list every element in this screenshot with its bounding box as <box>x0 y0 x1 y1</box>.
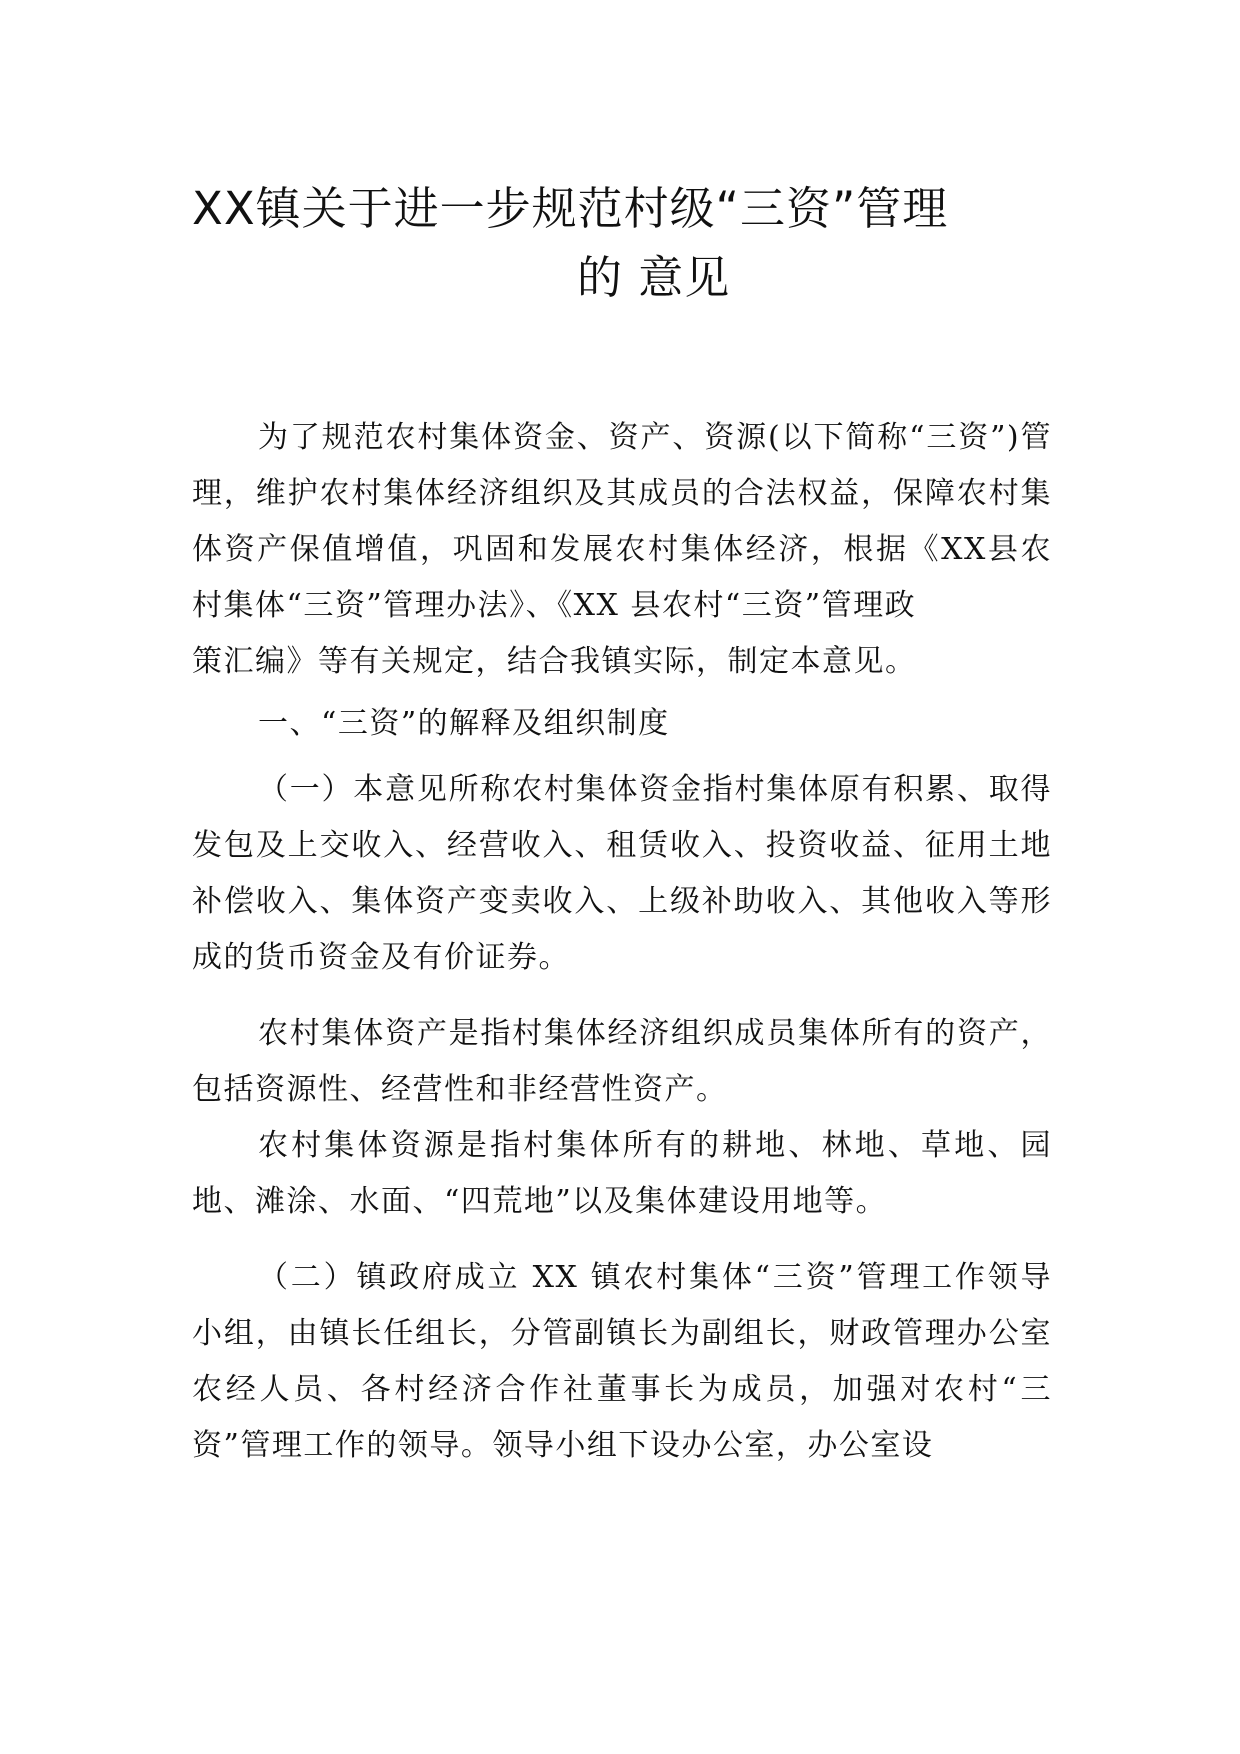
document-title-line1: XX镇关于进一步规范村级“三资”管理 <box>192 182 949 235</box>
assets-definition-paragraph: 农村集体资产是指村集体经济组织成员集体所有的资产，包括资源性、经营性和非经营性资产。 <box>192 1016 1052 1107</box>
intro-paragraph: 为了规范农村集体资金、资产、资源(以下简称“三资”)管理，维护农村集体经济组织及其成员的合法权益，保障农村集体资产保值增值，巩固和发展农村集体经济，根据《XX县农村集体“三资”管理办法》、《XX 县农村“三资”管理政 策汇编》等有关规定，结合我镇实际，制定本意见。 <box>192 420 1052 679</box>
resources-definition-paragraph: 农村集体资源是指村集体所有的耕地、林地、草地、园地、滩涂、水面、“四荒地”以及集体建设用地等。 <box>192 1128 1052 1219</box>
section1-heading: 一、“三资”的解释及组织制度 <box>258 706 670 741</box>
document-body <box>192 410 1052 1474</box>
item2-paragraph: （二）镇政府成立 XX 镇农村集体“三资”管理工作领导小组，由镇长任组长，分管副镇长为副组长，财政管理办公室农经人员、各村经济合作社董事长为成员，加强对农村“三资”管理工作的领导。领导小组下设办公室，办公室设 <box>192 1260 1052 1463</box>
item1-paragraph: （一）本意见所称农村集体资金指村集体原有积累、取得发包及上交收入、经营收入、租赁收入、投资收益、征用土地补偿收入、集体资产变卖收入、上级补助收入、其他收入等形成的货币资金及有价证券。 <box>192 772 1052 975</box>
document-title-line2: 的 意见 <box>577 251 731 304</box>
